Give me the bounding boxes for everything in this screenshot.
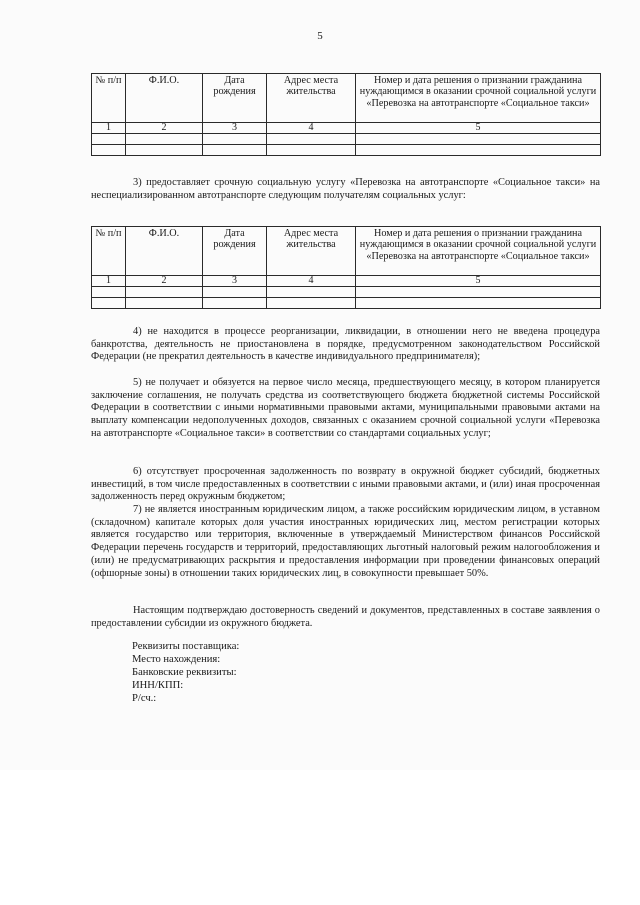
item-3-paragraph: 3) предоставляет срочную социальную услугу «Перевозка на автотранспорте «Социальное такси» на неспециализированном автотранспорте следующим получателям социальных услуг: <box>91 177 600 201</box>
table-row <box>92 145 601 156</box>
recipients-table-2 <box>91 226 601 309</box>
item-4-paragraph: 4) не находится в процессе реорганизации, ликвидации, в отношении него не введена процедура банкротства, деятельность не приостановлена в порядке, предусмотренном законодательством Российской Федерации (не прекратил деятельность в качестве индивидуального предпринимателя); <box>91 326 600 363</box>
col-number: 4 <box>267 123 356 134</box>
item-6-paragraph: 6) отсутствует просроченная задолженность по возврату в окружной бюджет субсидий, бюджетных инвестиций, в том числе предоставленных в соответствии с иными правовыми актами, и (или) иная просроченная задолженность перед окружным бюджетом; <box>91 466 600 503</box>
col-number: 4 <box>267 276 356 287</box>
requisites-inn: ИНН/КПП: <box>132 680 184 691</box>
confirmation-paragraph: Настоящим подтверждаю достоверность сведений и документов, представленных в составе заявления о предоставлении субсидии из окружного бюджета. <box>91 605 600 629</box>
requisites-location: Место нахождения: <box>132 654 221 665</box>
col-address-header: Адрес места жительства <box>267 227 356 276</box>
col-number: 5 <box>356 123 601 134</box>
col-number: 2 <box>126 123 203 134</box>
col-number: 5 <box>356 276 601 287</box>
col-decision-header: Номер и дата решения о признании гражданина нуждающимся в оказании срочной социальной услуги «Перевозка на автотранспорте «Социальное такси» <box>356 74 601 123</box>
col-dob-header: Дата рождения <box>203 227 267 276</box>
item-7-paragraph: 7) не является иностранным юридическим лицом, а также российским юридическим лицом, в уставном (складочном) капитале которых доля участия иностранных юридических лиц, местом регистрации которых является государство или территория, включенные в утверждаемый Министерством финансов Российской Федерации перечень государств и территорий, предоставляющих льготный налоговый режим налогообложения и (или) не предусматривающих раскрытия и предоставления информации при проведении финансовых операций (офшорные зоны) в отношении таких юридических лиц, в совокупности превышает 50%. <box>91 504 600 579</box>
requisites-title: Реквизиты поставщика: <box>132 641 240 652</box>
table-row <box>92 287 601 298</box>
recipients-table-1 <box>91 73 601 156</box>
col-number: 2 <box>126 276 203 287</box>
col-number: 1 <box>92 123 126 134</box>
column-number-row <box>92 123 601 134</box>
col-number: 3 <box>203 276 267 287</box>
col-num-header: № п/п <box>92 74 126 123</box>
page-number: 5 <box>317 30 323 42</box>
table-header-row <box>92 227 601 276</box>
blank-area <box>0 770 640 905</box>
col-dob-header: Дата рождения <box>203 74 267 123</box>
table-header-row <box>92 74 601 123</box>
col-fio-header: Ф.И.О. <box>126 74 203 123</box>
col-number: 3 <box>203 123 267 134</box>
requisites-bank: Банковские реквизиты: <box>132 667 237 678</box>
col-address-header: Адрес места жительства <box>267 74 356 123</box>
item-5-paragraph: 5) не получает и обязуется на первое число месяца, предшествующего месяцу, в котором планируется заключение соглашения, не получать средства из соответствующего бюджета бюджетной системы Российской Федерации в соответствии с иными нормативными правовыми актами, муниципальными правовыми актами на выплату компенсации недополученных доходов, связанных с оказанием срочной социальной услуги «Перевозка на автотранспорте «Социальное такси» в соответствии со стандартами социальных услуг; <box>91 377 600 439</box>
col-decision-header: Номер и дата решения о признании гражданина нуждающимся в оказании срочной социальной услуги «Перевозка на автотранспорте «Социальное такси» <box>356 227 601 276</box>
col-number: 1 <box>92 276 126 287</box>
table-row <box>92 298 601 309</box>
col-fio-header: Ф.И.О. <box>126 227 203 276</box>
col-num-header: № п/п <box>92 227 126 276</box>
table-row <box>92 134 601 145</box>
column-number-row <box>92 276 601 287</box>
requisites-account: Р/сч.: <box>132 693 157 704</box>
